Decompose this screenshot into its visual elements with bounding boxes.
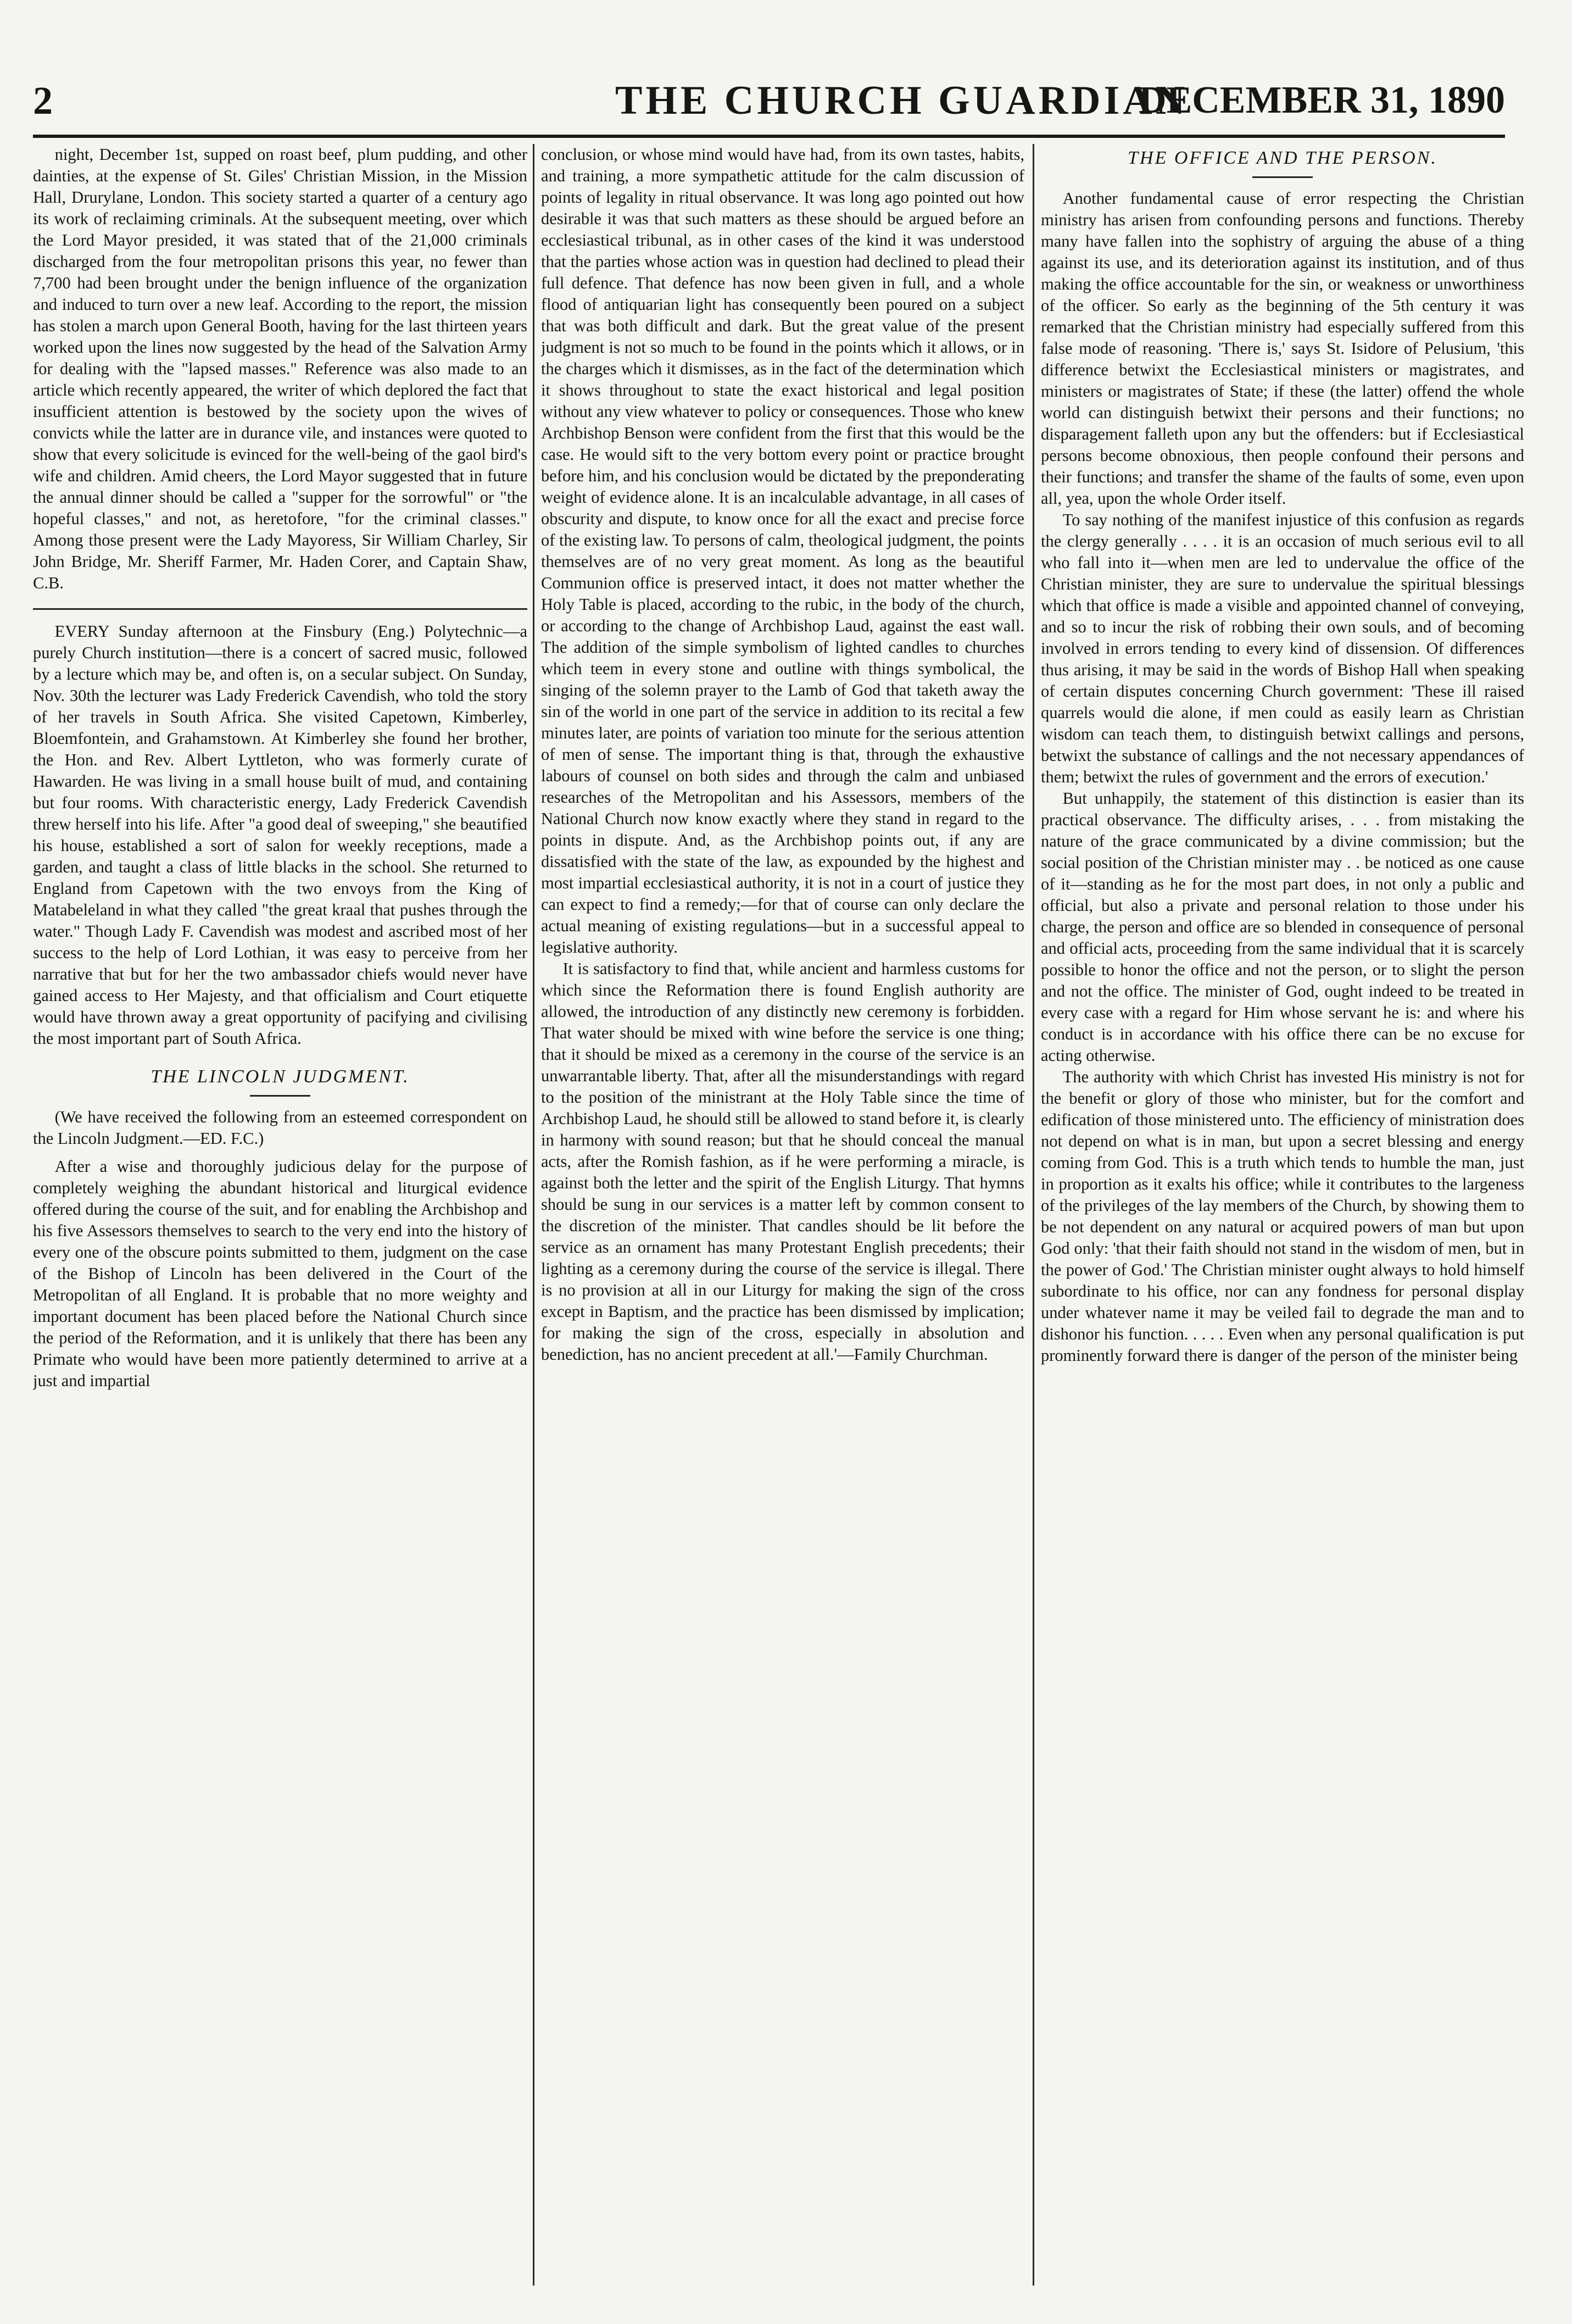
paragraph: But unhappily, the statement of this distinction is easier than its practical observance. The difficulty arises, . . . from mistaking the nature of the grace communicated by a divine commission; but the social position of the Christian minister may . . be noticed as one cause of it—standing as he for the most part does, in not only a public and official, but also a private and personal relation to those under his charge, the person and office are so blended in consequence of personal and official acts, proceeding from the same individual that it is scarcely possible to honor the office and not the person, or to slight the person and not the office. The minister of God, ought indeed to be treated in every case with a regard for Him whose servant he is: and where his conduct is in accordance with his office there can be no excuse for acting otherwise. — [1041, 789, 1524, 1065]
column-2 — [541, 144, 1024, 2286]
paper-title: THE CHURCH GUARDIAN — [615, 78, 1189, 123]
page-number: 2 — [33, 79, 53, 123]
section-separator — [33, 608, 527, 610]
editor-note: (We have received the following from an esteemed correspondent on the Lincoln Judgment.—ED. F.C.) — [33, 1108, 527, 1148]
issue-date: DECEMBER 31, 1890 — [1139, 79, 1505, 121]
column-divider — [533, 144, 534, 2286]
heading-rule — [250, 1095, 310, 1097]
section-heading: THE LINCOLN JUDGMENT. — [150, 1066, 410, 1087]
section-heading: THE OFFICE AND THE PERSON. — [1128, 148, 1437, 168]
paragraph: After a wise and thoroughly judicious delay for the purpose of completely weighing the abundant historical and liturgical evidence offered during the course of the suit, and for enabling the Archbishop and his five Assessors themselves to search to the very end into the history of every one of the obscure points submitted to them, judgment on the case of the Bishop of Lincoln has been delivered in the Court of the Metropolitan of all England. It is probable that no more weighty and important document has been placed before the National Church since the period of the Reformation, and it is unlikely that there has been any Primate who would have been more patiently determined to arrive at a just and impartial — [33, 1157, 527, 1390]
paragraph: night, December 1st, supped on roast beef, plum pudding, and other dainties, at the expense of St. Giles' Christian Mission, in the Mission Hall, Drurylane, London. This society started a quarter of a century ago its work of reclaiming criminals. At the subsequent meeting, over which the Lord Mayor presided, it was stated that of the 21,000 criminals discharged from the four metropolitan prisons this year, no fewer than 7,700 had been brought under the benign influence of the organization and induced to turn over a new leaf. According to the report, the mission has stolen a march upon General Booth, having for the last thirteen years worked upon the lines now suggested by the head of the Salvation Army for dealing with the "lapsed masses." Reference was also made to an article which recently appeared, the writer of which deplored the fact that insufficient attention is bestowed by the society upon the wives of convicts while the latter are in durance vile, and instances were quoted to show that every solicitude is evinced for the well-being of the gaol bird's wife and children. Amid cheers, the Lord Mayor suggested that in future the annual dinner should be called a "supper for the sorrowful" or "the hopeful classes," and not, as heretofore, "for the criminal classes." Among those present were the Lady Mayoress, Sir William Charley, Sir John Bridge, Mr. Sheriff Farmer, Mr. Haden Corer, and Captain Shaw, C.B. — [33, 145, 527, 592]
paragraph: To say nothing of the manifest injustice of this confusion as regards the clergy generally . . . . it is an occasion of much serious evil to all who fall into it—when men are led to undervalue the office of the Christian minister, they are sure to undervalue the spiritual blessings which that office is made a visible and appointed channel of conveying, and so to incur the risk of robbing their own souls, and of becoming involved in errors tending to every kind of dissension. Of differences thus arising, it may be said in the words of Bishop Hall when speaking of certain disputes concerning Church government: 'These ill raised quarrels would die alone, if men could as easily learn as Christian wisdom can teach them, to distinguish betwixt callings and persons, betwixt the substance of callings and the not necessary appendances of them; betwixt the rules of government and the errors of execution.' — [1041, 510, 1524, 786]
column-1 — [33, 144, 527, 2286]
paragraph: The authority with which Christ has invested His ministry is not for the benefit or glory of those who minister, but for the comfort and edification of those ministered unto. The efficiency of ministration does not depend on what is in man, but upon a secret blessing and energy coming from God. This is a truth which tends to humble the man, just in proportion as it exalts his office; while it contributes to the largeness of the privileges of the lay members of the Church, by showing them to be not dependent on any natural or acquired powers of man but upon God only: 'that their faith should not stand in the wisdom of men, but in the power of God.' The Christian minister ought always to hold himself subordinate to his office, nor can any fondness for personal display under whatever name it may be veiled fail to degrade the man and to dishonor his function. . . . . Even when any personal qualification is put prominently forward there is danger of the person of the minister being — [1041, 1068, 1524, 1365]
column-divider — [1033, 144, 1034, 2286]
heading-rule — [1252, 176, 1313, 178]
paragraph: EVERY Sunday afternoon at the Finsbury (Eng.) Polytechnic—a purely Church institution—there is a concert of sacred music, followed by a lecture which may be, and often is, on a secular subject. On Sunday, Nov. 30th the lecturer was Lady Frederick Cavendish, who told the story of her travels in South Africa. She visited Capetown, Kimberley, Bloemfontein, and Grahamstown. At Kimberley she found her brother, the Hon. and Rev. Albert Lyttleton, who was formerly curate of Hawarden. He was living in a small house built of mud, and containing but four rooms. With characteristic energy, Lady Frederick Cavendish threw herself into his life. After "a good deal of sweeping," she beautified his house, established a sort of salon for weekly receptions, made a garden, and taught a class of little blacks in the school. She returned to England from Capetown with the two envoys from the King of Matabeleland in what they called "the great kraal that pushes through the water." Though Lady F. Cavendish was modest and ascribed most of her success to the help of Lord Lothian, it was easy to perceive from her narrative that but for her the two ambassador chiefs would never have gained access to Her Majesty, and that officialism and Court etiquette would have thrown away a great opportunity of pacifying and civilising the most important part of South Africa. — [33, 622, 527, 1048]
masthead — [33, 70, 1505, 131]
paragraph: Another fundamental cause of error respecting the Christian ministry has arisen from confounding persons and functions. Thereby many have fallen into the sophistry of arguing the abuse of a thing against its use, and its deterioration against its institution, and of thus making the office accountable for the sin, or weakness or unworthiness of the officer. So early as the beginning of the 5th century it was remarked that the Christian ministry had especially suffered from this false mode of reasoning. 'There is,' says St. Isidore of Pelusium, 'this difference betwixt the Ecclesiastical ministers or magistrates, and ministers or magistrates of State; if these (the latter) offend the whole world can distinguish betwixt their persons and their functions; no disparagement falleth upon any but the offenders: but if Ecclesiastical persons become obnoxious, then people confound their persons and their functions; and transfer the shame of the faults of some, even upon all, yea, upon the whole Order itself. — [1041, 189, 1524, 508]
column-3 — [1041, 144, 1524, 2286]
header-rule — [33, 135, 1505, 138]
paragraph: It is satisfactory to find that, while ancient and harmless customs for which since the Reformation there is found English authority are allowed, the introduction of any distinctly new ceremony is forbidden. That water should be mixed with wine before the service is one thing; that it should be mixed as a ceremony in the course of the service is an unwarrantable liberty. That, after all the misunderstandings with regard to the position of the ministrant at the Holy Table since the time of Archbishop Laud, he should still be allowed to stand before it, is clearly in harmony with sound reason; but that he should conceal the manual acts, after the Romish fashion, as if he were performing a miracle, is against both the letter and the spirit of the English Liturgy. That hymns should be sung in our services is a matter left by common consent to the discretion of the minister. That candles should be lit before the service as an ornament has many Protestant English precedents; their lighting as a ceremony during the course of the service is illegal. There is no provision at all in our Liturgy for making the sign of the cross except in Baptism, and the practice has been dismissed by implication; for making the sign of the cross, especially in absolution and benediction, has no ancient precedent at all.'—Family Churchman. — [541, 959, 1024, 1364]
paragraph: conclusion, or whose mind would have had, from its own tastes, habits, and training, a more sympathetic attitude for the calm discussion of points of legality in ritual observance. It was long ago pointed out how desirable it was that such matters as these should be argued before an ecclesiastical tribunal, as in other cases of the kind it was understood that the parties whose action was in question had declined to plead their full defence. That defence has now been given in full, and a whole flood of antiquarian light has consequently been poured on a subject that was both difficult and dark. But the great value of the present judgment is not so much to be found in the points which it allows, or in the charges which it dismisses, as in the fact of the determination which it shows throughout to state the exact historical and legal position without any view whatever to policy or consequences. Those who knew Archbishop Benson were confident from the first that this would be the case. He would sift to the very bottom every point or practice brought before him, and his conclusion would be dictated by the preponderating weight of evidence alone. It is an incalculable advantage, in all cases of obscurity and dispute, to know once for all the exact and precise force of the existing law. To persons of calm, theological judgment, the points themselves are of no very great moment. As long as the beautiful Communion office is preserved intact, it does not matter whether the Holy Table is placed, according to the rubic, in the body of the church, or according to the change of Archbishop Laud, against the east wall. The addition of the simple symbolism of lighted candles to churches which teem in every stone and outline with things symbolical, the singing of the solemn prayer to the Lamb of God that taketh away the sin of the world in one part of the service in addition to its recital a few minutes later, are points of variation too minute for the serious attention of men of sense. The important thing is that, through the exhaustive labours of counsel on both sides and through the calm and unbiased researches of the Metropolitan and his Assessors, members of the National Church now know exactly where they stand in regard to the points in dispute. And, as the Archbishop points out, if any are dissatisfied with the state of the law, as expounded by the highest and most impartial ecclesiastical authority, it is not in a court of justice they can expect to find a remedy;—for that of course can only declare the actual meaning of existing regulations—but in a successful appeal to legislative authority. — [541, 145, 1024, 957]
